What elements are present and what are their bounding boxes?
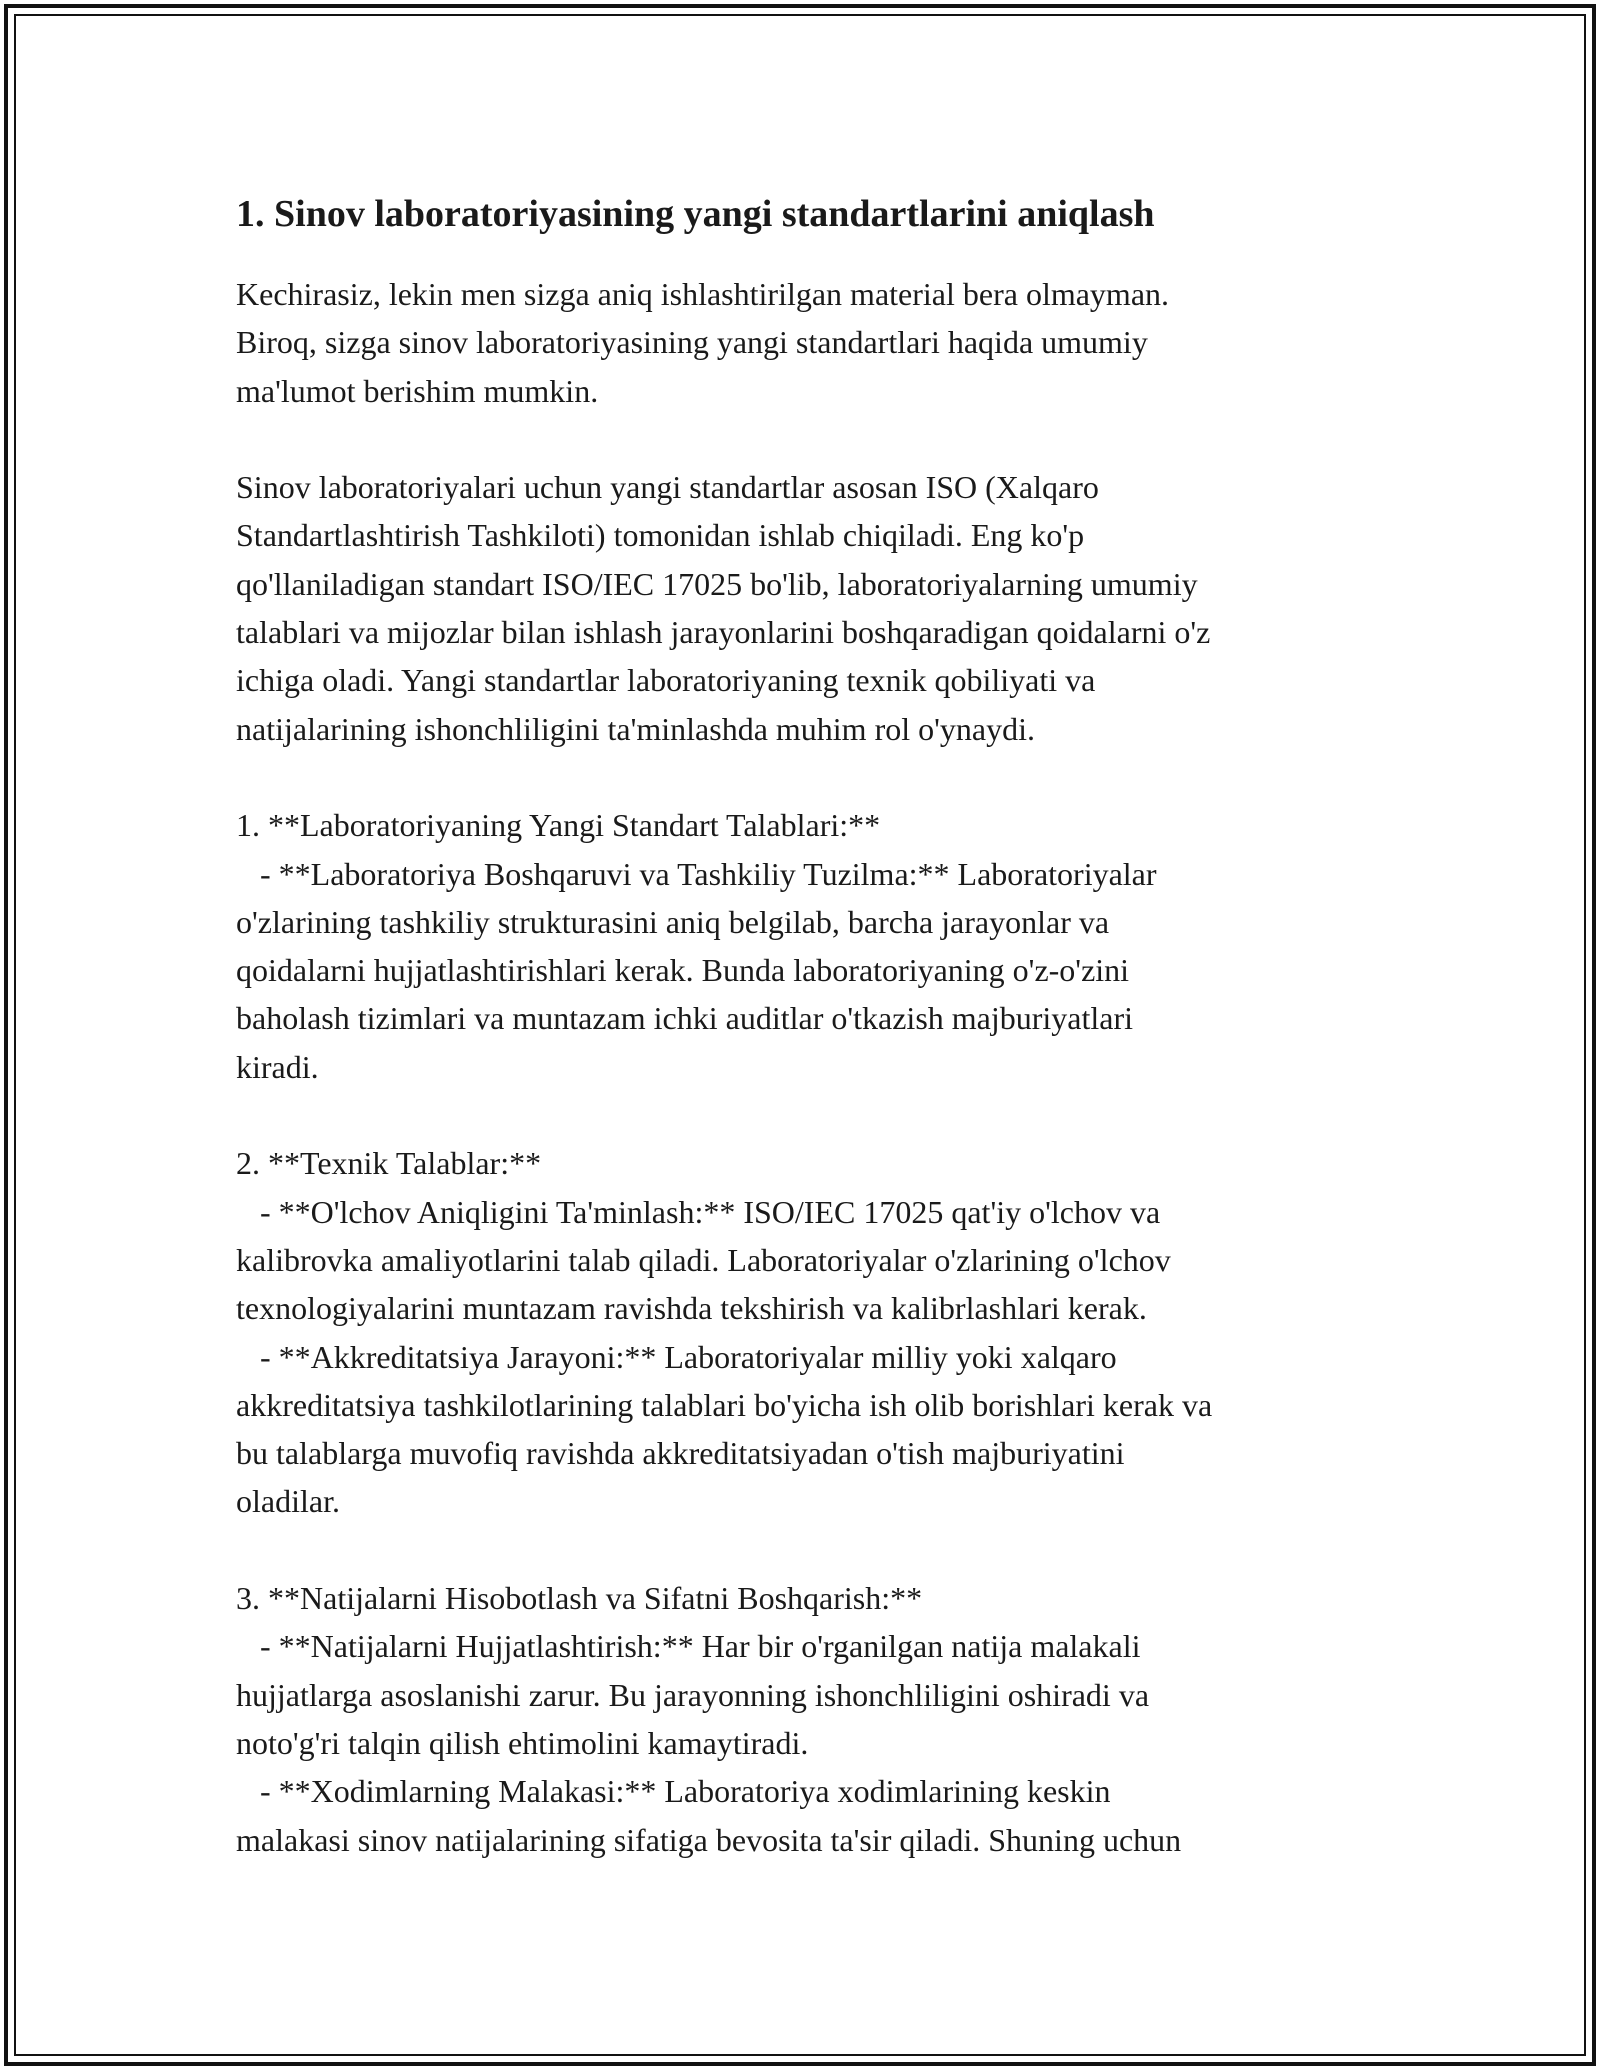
document-body: Kechirasiz, lekin men sizga aniq ishlashtirilgan material bera olmayman. Biroq, sizga sinov laboratoriyasining yangi standartlari haqida umumiy ma'lumot berishim mumkin. Sinov laboratoriyalari uchun yangi standartlar asosan ISO (Xalqaro Standartlashtirish Tashkiloti) tomonidan ishlab chiqiladi. Eng ko'p qo'llaniladigan standart ISO/IEC 17025 bo'lib, laboratoriyalarning umumiy talablari va mijozlar bilan ishlash jarayonlarini boshqaradigan qoidalarni o'z ichiga oladi. Yangi standartlar laboratoriyaning texnik qobiliyati va natijalarining ishonchliligini ta'minlashda muhim rol o'ynaydi. 1. **Laboratoriyaning Yangi Standart Talablari:** - **Laboratoriya Boshqaruvi va Tashkiliy Tuzilma:** Laboratoriyalar o'zlarining tashkiliy strukturasini aniq belgilab, barcha jarayonlar va qoidalarni hujjatlashtirishlari kerak. Bunda laboratoriyaning o'z-o'zini baholash tizimlari va muntazam ichki auditlar o'tkazish majburiyatlari kiradi. 2. **Texnik Talablar:** - **O'lchov Aniqligini Ta'minlash:** ISO/IEC 17025 qat'iy o'lchov va kalibrovka amaliyotlarini talab qiladi. Laboratoriyalar o'zlarining o'lchov texnologiyalarini muntazam ravishda tekshirish va kalibrlashlari kerak. - **Akkreditatsiya Jarayoni:** Laboratoriyalar milliy yoki xalqaro akkreditatsiya tashkilotlarining talablari bo'yicha ish olib borishlari kerak va bu talablarga muvofiq ravishda akkreditatsiyadan o'tish majburiyatini oladilar. 3. **Natijalarni Hisobotlash va Sifatni Boshqarish:** - **Natijalarni Hujjatlashtirish:** Har bir o'rganilgan natija malakali hujjatlarga asoslanishi zarur. Bu jarayonning ishonchliligini oshiradi va noto'g'ri talqin qilish ehtimolini kamaytiradi. - **Xodimlarning Malakasi:** Laboratoriya xodimlarining keskin malakasi sinov natijalarining sifatiga bevosita ta'sir qiladi. Shuning uchun	[236, 276, 1213, 1858]
document-title: 1. Sinov laboratoriyasining yangi standartlarini aniqlash	[236, 193, 1155, 235]
document-content	[236, 188, 1371, 1864]
